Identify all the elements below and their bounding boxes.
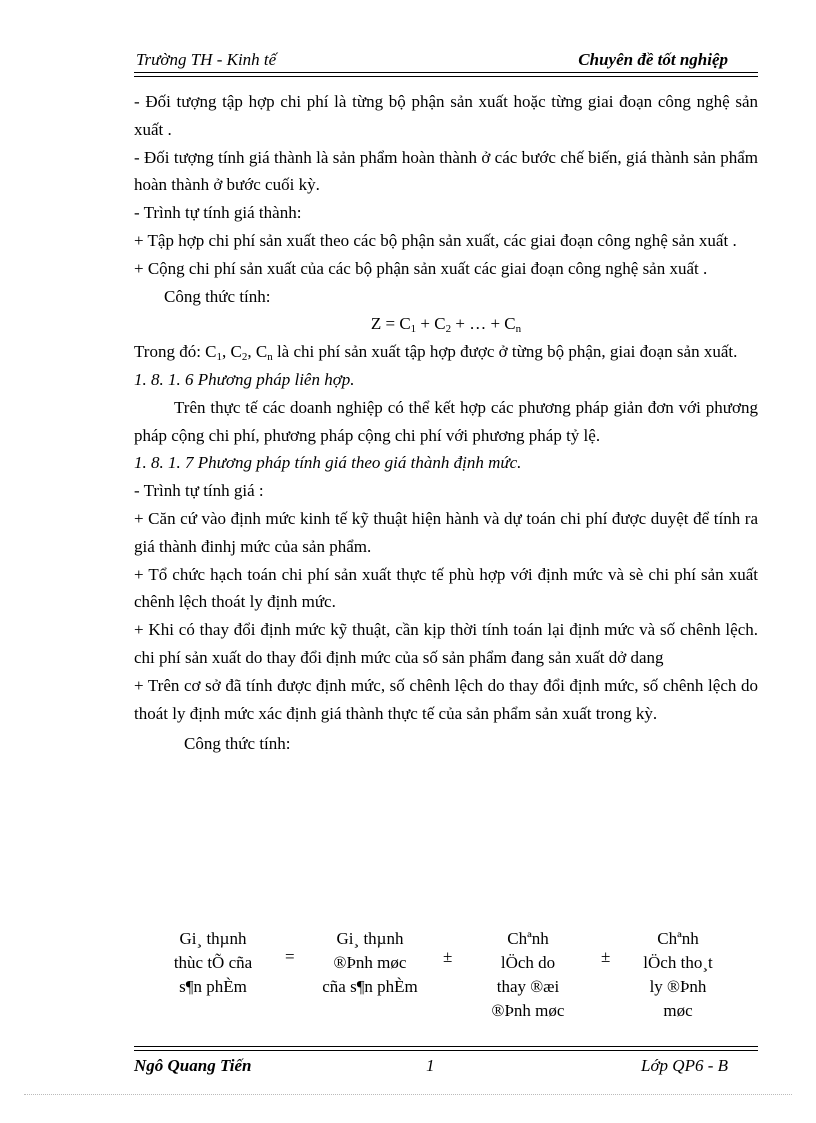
header-rule-bottom [134, 76, 758, 77]
paragraph: + Tập hợp chi phí sản xuất theo các bộ phận sản xuất, các giai đoạn công nghệ sản xuất . [134, 230, 737, 250]
formula-term-actual-cost: Gi¸ thµnh thùc tÕ cña s¶n phÈm [173, 929, 253, 996]
section-heading-liên-hop: 1. 8. 1. 6 Phương pháp liên hợp. [134, 369, 355, 389]
page-header [134, 46, 758, 72]
formula-z: $Z = C_1 + C_2$ + … + $C_n$ [370, 314, 522, 336]
header-title: Chuyên đề tốt nghiệp [578, 50, 728, 69]
paragraph: - Trình tự tính giá : [134, 481, 264, 501]
paragraph: - Trình tự tính giá thành: [134, 203, 302, 223]
footer-rule-bottom [134, 1050, 758, 1051]
paragraph: + Tổ chức hạch toán chi phí sản xuất thực tế phù hợp với định mức và sè chi phí sản xuất chênh lệch thoát ly định mức. [134, 564, 758, 612]
formula-explanation: Trong đó: $C_1$, $C_2$, $C_n$ là chi phí sản xuất tập hợp được ở từng bộ phận, giai đoạn sản xuất. [134, 342, 738, 364]
page-break-line [24, 1094, 792, 1095]
formula-term-norm-change: Chªnh lÖch do thay ®æi ®Þnh møc [491, 929, 565, 1020]
formula-term-norm-cost: Gi¸ thµnh ®Þnh møc cña s¶n phÈm [322, 929, 418, 996]
paragraph: + Khi có thay đổi định mức kỹ thuật, cần kịp thời tính toán lại định mức và số chênh lệch. chi phí sản xuất do thay đổi định mức của số sản phẩm đang sản xuất dở dang [134, 620, 758, 667]
footer-rule-top [134, 1046, 758, 1047]
formula-label: Công thức tính: [184, 734, 291, 754]
footer-class: Lớp QP6 - B [641, 1056, 728, 1075]
paragraph: + Cộng chi phí sản xuất của các bộ phận sản xuất các giai đoạn công nghệ sản xuất . [134, 258, 708, 278]
footer-author: Ngô Quang Tiến [134, 1056, 252, 1075]
equals-sign: = [285, 947, 295, 966]
paragraph: Trên thực tế các doanh nghiệp có thể kết hợp các phương pháp giản đơn với phương pháp cộng chi phí, phương pháp cộng chi phí với phương pháp tỷ lệ. [134, 397, 758, 445]
plus-minus-sign: ± [443, 947, 453, 966]
header-school: Trường TH - Kinh tế [136, 50, 277, 69]
paragraph: + Căn cứ vào định mức kinh tế kỹ thuật hiện hành và dự toán chi phí được duyệt để tính ra giá thành đinhj mức của sản phẩm. [134, 508, 758, 556]
section-heading-dinh-muc: 1. 8. 1. 7 Phương pháp tính giá theo giá thành định mức. [134, 453, 522, 473]
page-body [134, 88, 758, 758]
paragraph: - Đối tượng tập hợp chi phí là từng bộ phận sản xuất hoặc từng giai đoạn công nghệ sản xuất . [134, 92, 758, 139]
plus-minus-sign: ± [601, 947, 611, 966]
header-rule-top [134, 72, 758, 73]
page-footer [134, 1052, 758, 1078]
paragraph: + Trên cơ sở đã tính được định mức, số chênh lệch do thay đổi định mức, số chênh lệch do thoát ly định mức xác định giá thành thực tế của sản phẩm sản xuất trong kỳ. [134, 675, 758, 723]
formula-label: Công thức tính: [164, 286, 271, 306]
paragraph: - Đối tượng tính giá thành là sản phẩm hoàn thành ở các bước chế biến, giá thành sản phẩm hoàn thành ở bước cuối kỳ. [134, 147, 758, 195]
page-number: 1 [426, 1056, 435, 1075]
formula-term-norm-deviation: Chªnh lÖch tho¸t ly ®Þnh møc [643, 929, 713, 1020]
